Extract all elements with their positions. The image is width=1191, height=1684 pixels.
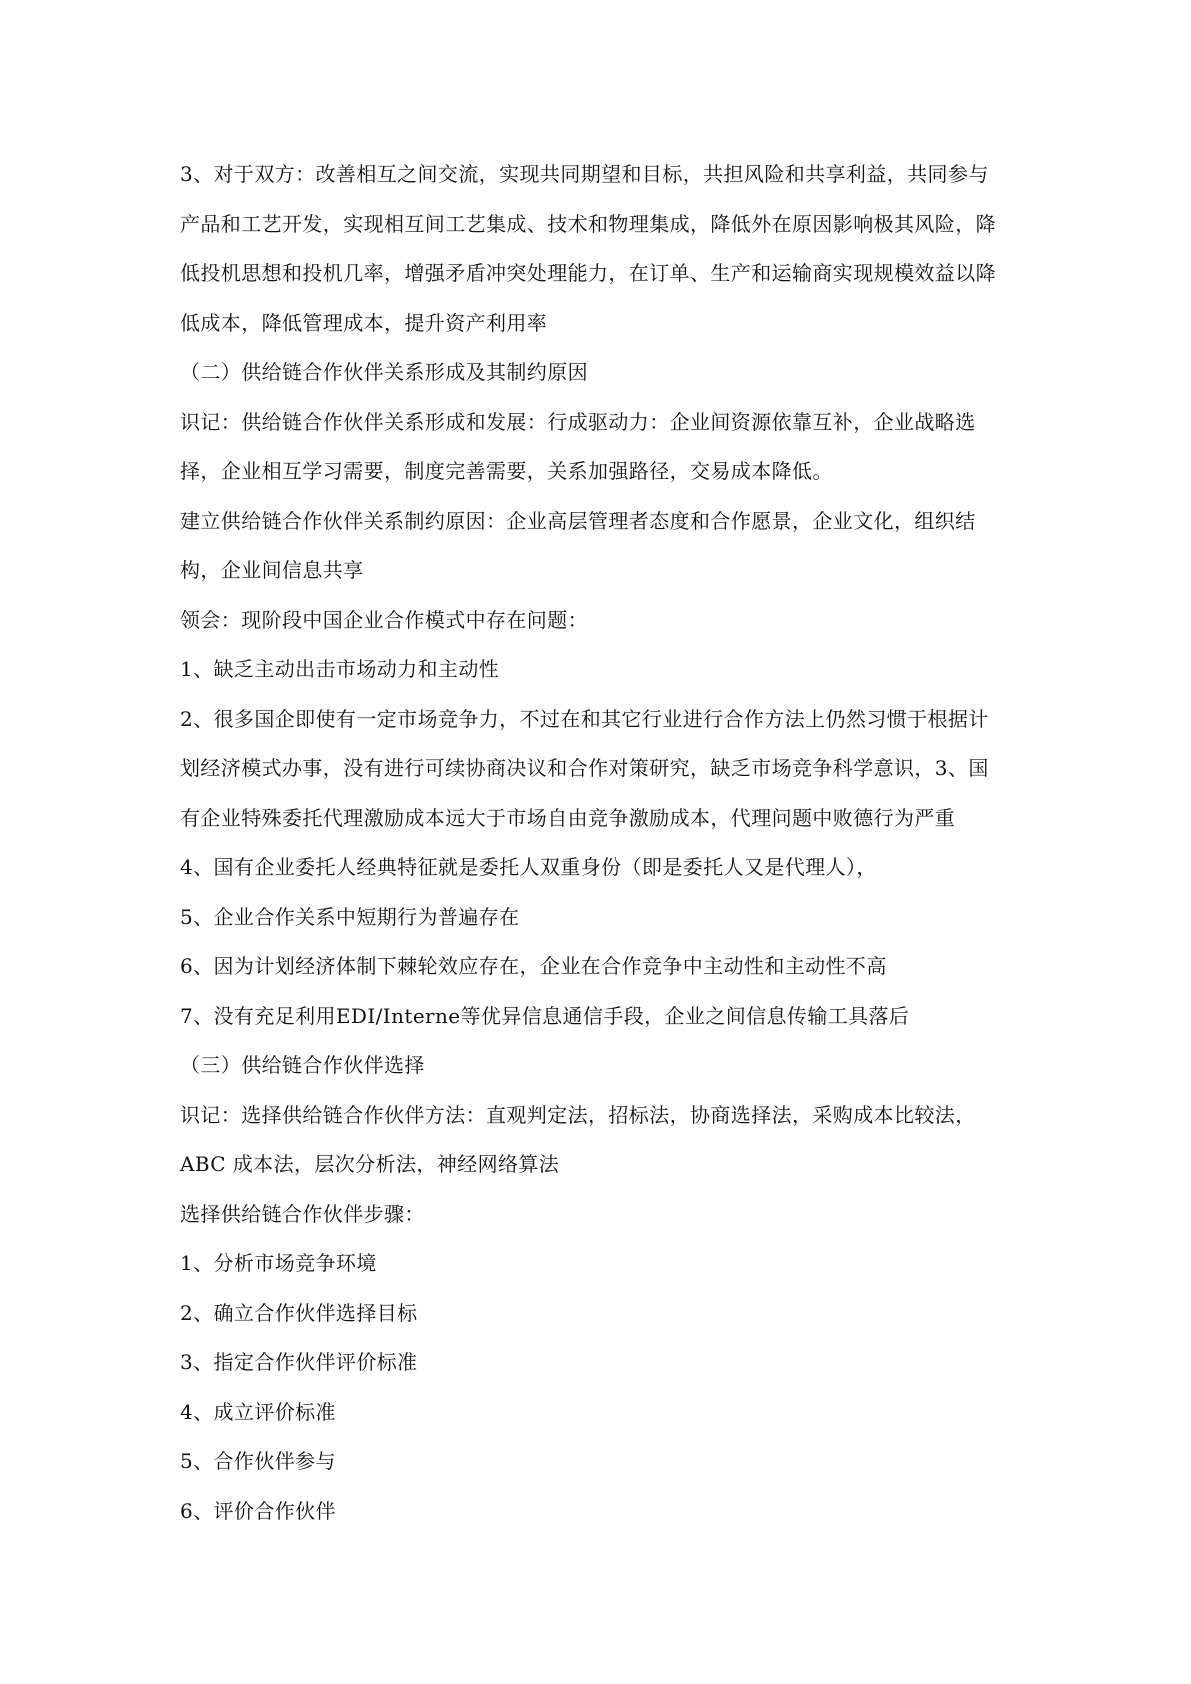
section-heading: （三）供给链合作伙伴选择 [180, 1053, 425, 1077]
list-item: 5、企业合作关系中短期行为普遍存在 [180, 904, 520, 929]
paragraph-line: 选择供给链合作伙伴步骤： [180, 1201, 425, 1226]
section-heading: （二）供给链合作伙伴关系形成及其制约原因 [180, 360, 588, 384]
list-item: 3、指定合作伙伴评价标准 [180, 1350, 418, 1374]
paragraph-line: 产品和工艺开发，实现相互间工艺集成、技术和物理集成，降低外在原因影响极其风险，降 [180, 211, 996, 236]
paragraph-line: 有企业特殊委托代理激励成本远大于市场自由竞争激励成本，代理问题中败德行为严重 [180, 805, 956, 830]
paragraph-line: 划经济模式办事，没有进行可续协商决议和合作对策研究，缺乏市场竞争科学意识，3、国 [180, 756, 989, 780]
list-item: 2、很多国企即使有一定市场竞争力，不过在和其它行业进行合作方法上仍然习惯于根据计 [180, 706, 989, 731]
paragraph-line: 识记：选择供给链合作伙伴方法：直观判定法，招标法，协商选择法，采购成本比较法， [180, 1102, 976, 1127]
list-item: 7、没有充足利用EDI/Interne等优异信息通信手段，企业之间信息传输工具落后 [180, 1003, 910, 1028]
list-item: 4、成立评价标准 [180, 1399, 336, 1424]
list-item: 5、合作伙伴参与 [180, 1449, 336, 1473]
paragraph-line: ABC 成本法，层次分析法，神经网络算法 [180, 1152, 560, 1176]
list-item: 2、确立合作伙伴选择目标 [180, 1300, 418, 1325]
paragraph-line: 建立供给链合作伙伴关系制约原因：企业高层管理者态度和合作愿景，企业文化，组织结 [180, 508, 976, 533]
list-item: 6、评价合作伙伴 [180, 1498, 336, 1523]
list-item: 1、分析市场竞争环境 [180, 1251, 377, 1275]
list-item: 6、因为计划经济体制下棘轮效应存在，企业在合作竞争中主动性和主动性不高 [180, 954, 887, 978]
document-body [180, 150, 1015, 1536]
paragraph-line: 构，企业间信息共享 [180, 558, 364, 582]
paragraph-line: 择，企业相互学习需要，制度完善需要，关系加强路径，交易成本降低。 [180, 459, 833, 483]
list-item: 1、缺乏主动出击市场动力和主动性 [180, 657, 500, 681]
paragraph-line: 领会：现阶段中国企业合作模式中存在问题： [180, 607, 588, 632]
paragraph-line: 低投机思想和投机几率，增强矛盾冲突处理能力，在订单、生产和运输商实现规模效益以降 [180, 261, 996, 285]
paragraph-line: 识记：供给链合作伙伴关系形成和发展：行成驱动力：企业间资源依靠互补，企业战略选 [180, 409, 976, 434]
paragraph-line: 低成本，降低管理成本，提升资产利用率 [180, 310, 548, 335]
list-item: 4、国有企业委托人经典特征就是委托人双重身份（即是委托人又是代理人）， [180, 855, 877, 879]
paragraph-line: 3、对于双方：改善相互之间交流，实现共同期望和目标，共担风险和共享利益，共同参与 [180, 162, 989, 186]
